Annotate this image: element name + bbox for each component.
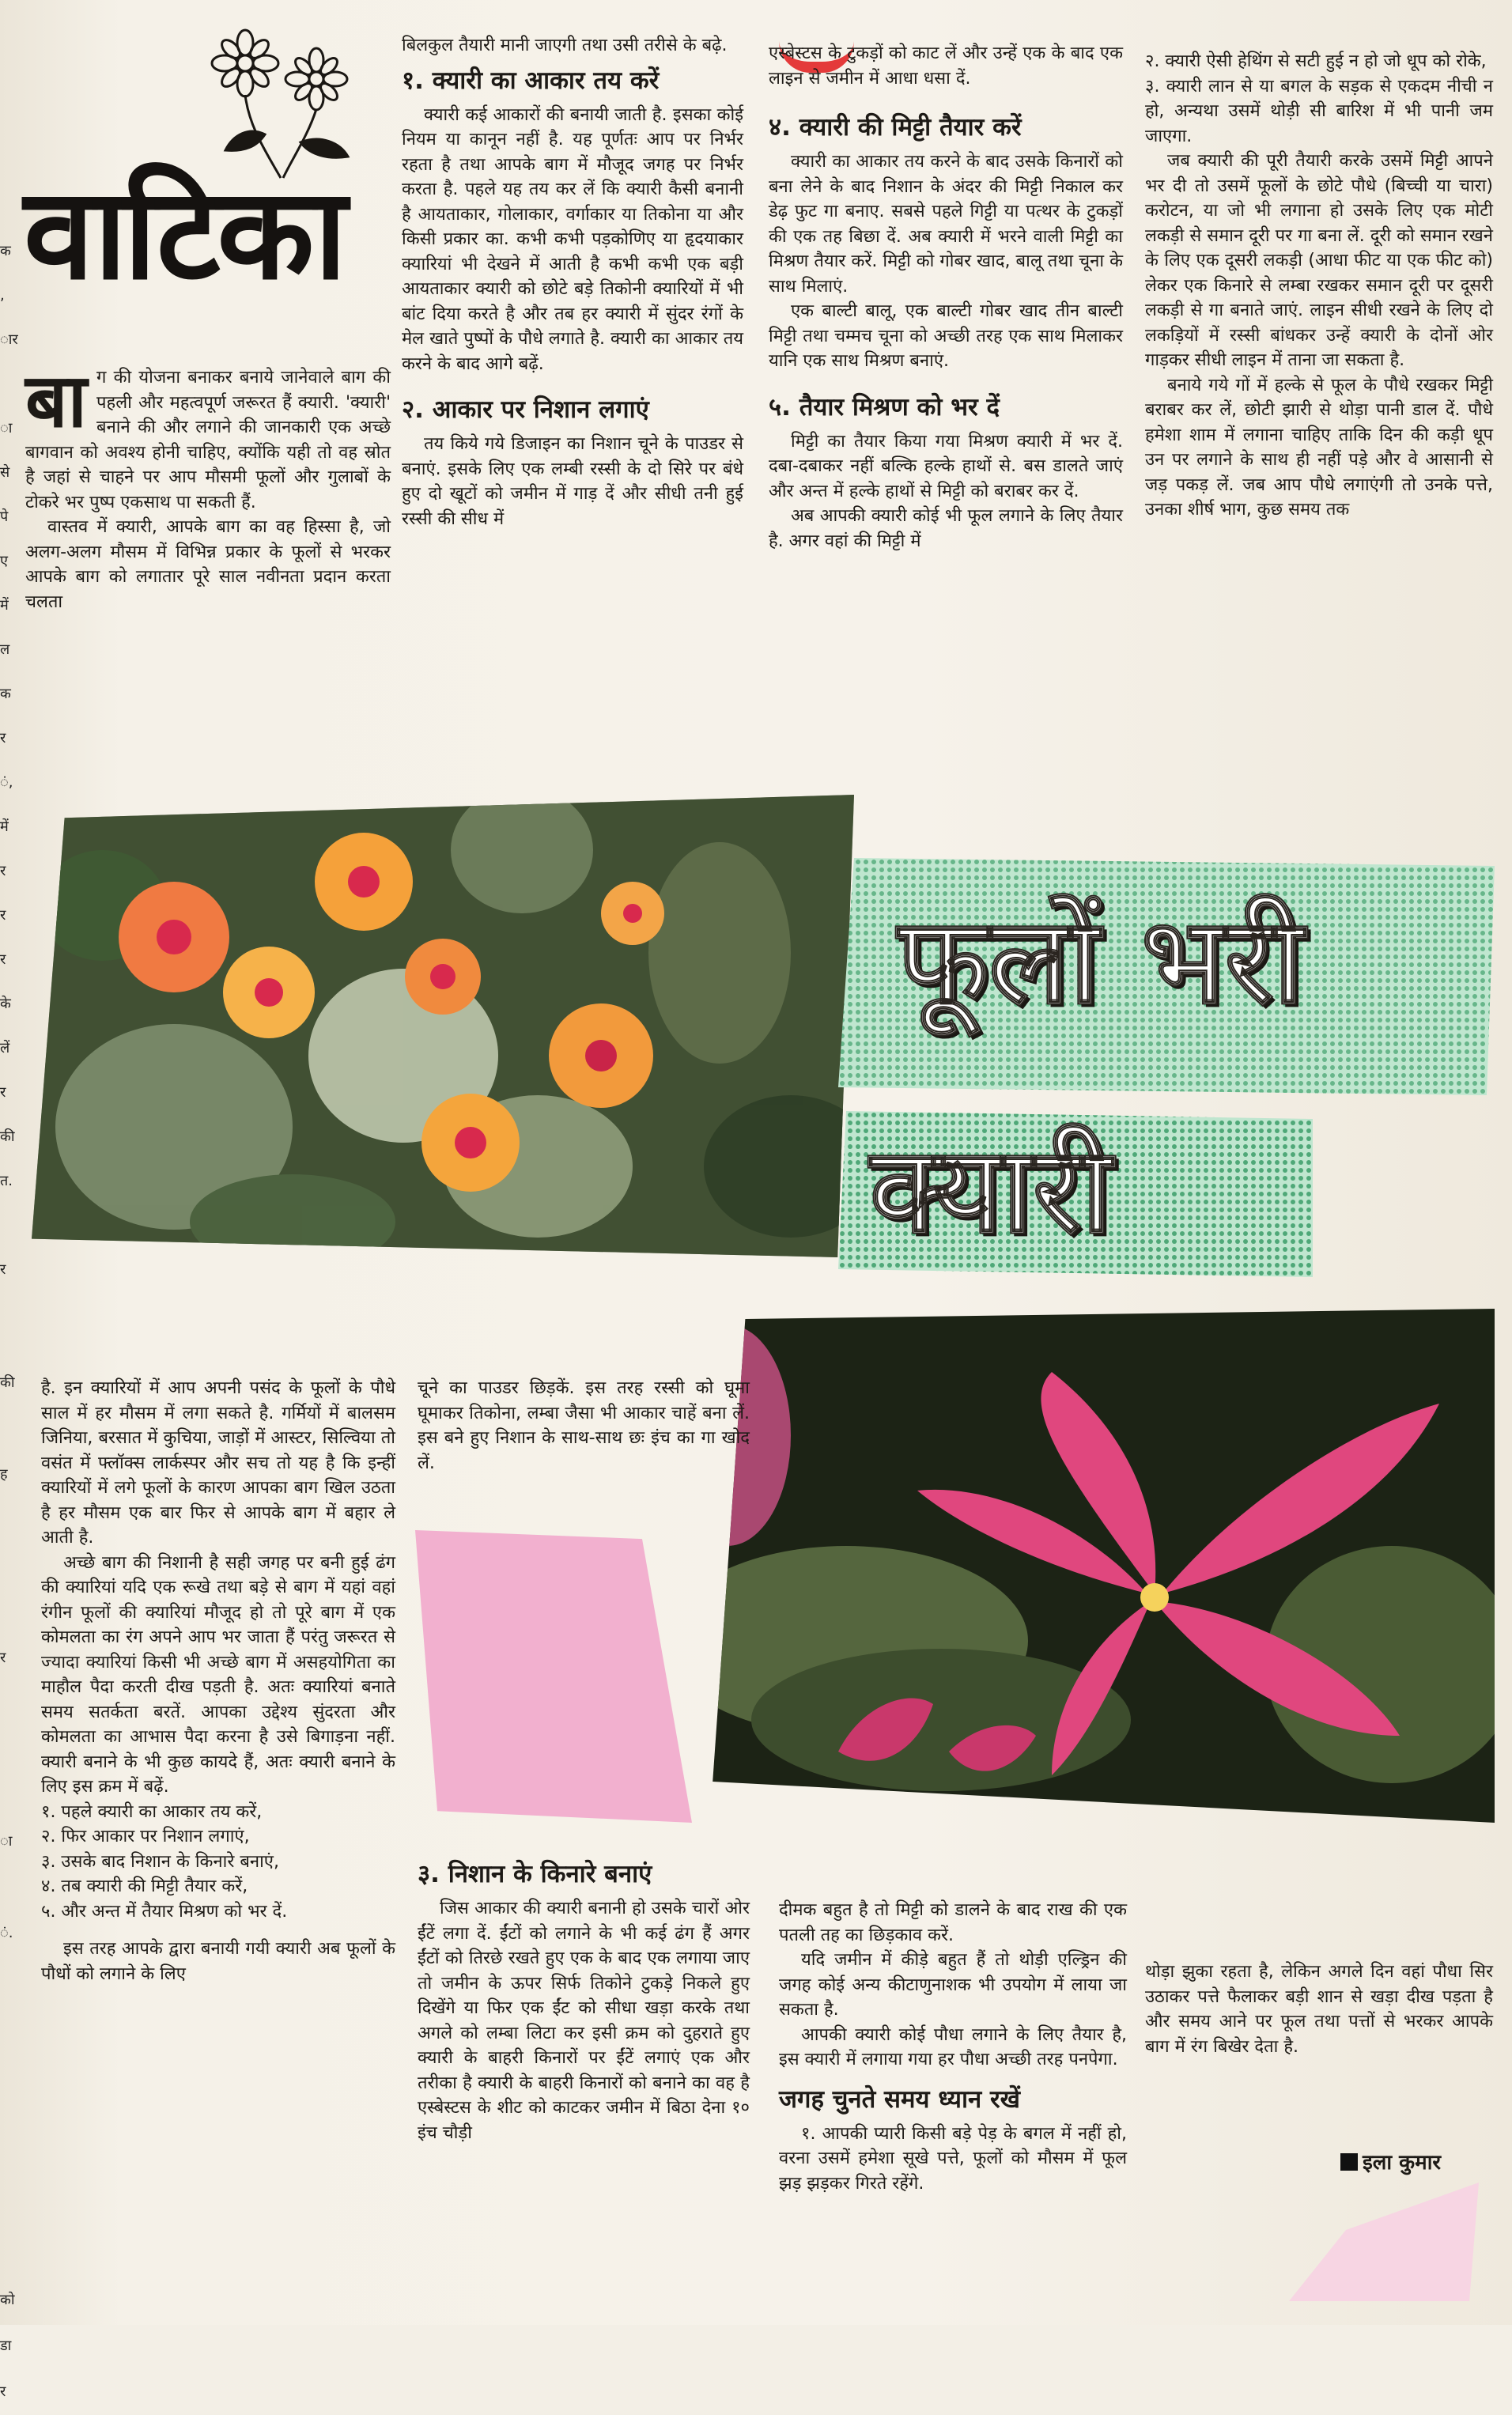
column-3-bottom	[779, 1898, 1127, 2196]
column-1-top	[25, 357, 391, 614]
paragraph: वास्तव में क्यारी, आपके बाग का वह हिस्सा है, जो अलग-अलग मौसम में विभिन्न प्रकार के फूलों से भरकर आपके बाग को लगातार पूरे साल नवीनता प्रदान करता चलता	[25, 517, 391, 612]
edge-text-fragment	[0, 2140, 19, 2186]
edge-text-fragment	[0, 2002, 19, 2048]
edge-text-fragment: र	[0, 1084, 6, 1101]
edge-text-fragment: की	[0, 1128, 15, 1145]
paragraph: बिलकुल तैयारी मानी जाएगी तथा उसी तरीसे के बढ़े.	[402, 36, 728, 55]
section-heading: ४. क्यारी की मिट्टी तैयार करें	[769, 113, 1022, 142]
masthead-logo: वाटिका	[24, 159, 344, 308]
edge-text-fragment: की	[0, 1374, 15, 1391]
paragraph: आपकी क्यारी कोई पौधा लगाने के लिए तैयार है, इस क्यारी में लगाया गया हर पौधा अच्छी तरह पनपेगा.	[779, 2024, 1127, 2069]
edge-text-fragment: र	[0, 951, 6, 968]
paragraph: ३. क्यारी लान से या बगल के सड़क से एकदम नीची न हो, अन्यथा उसमें थोड़ी सी बारिश में भी पानी जम जाएगा.	[1145, 76, 1493, 146]
author-byline	[1340, 2147, 1441, 2175]
paragraph: ग की योजना बनाकर बनाये जानेवाले बाग की पहली और महत्वपूर्ण जरूरत हैं क्यारी. 'क्यारी' बनाने की और लगाने की जानकारी एक अच्छे बागवान को अवश्य होनी चाहिए, क्योंकि यही तो वह स्रोत है जहां से चाहने पर आप मौसमी फूलों और गुलाबों के टोकरे भर पुष्प एकसाथ पा सकती हैं.	[25, 368, 391, 512]
section-heading: १. क्यारी का आकार तय करें	[402, 66, 660, 95]
edge-text-fragment: क	[0, 243, 11, 259]
edge-text-fragment: में	[0, 818, 9, 835]
paragraph: १. आपकी प्यारी किसी बड़े पेड़ के बगल में नहीं हो, वरना उसमें हमेशा सूखे पत्ते, फूलों को मौसम में फूल झड़ झड़कर गिरते रहेंगे.	[779, 2123, 1127, 2194]
edge-text-fragment	[0, 1589, 19, 1635]
edge-text-fragment: त.	[0, 1173, 13, 1189]
column-4-bottom	[1145, 1960, 1493, 2059]
column-2-bottom-lower	[418, 1852, 750, 2145]
author-name: इला कुमार	[1363, 2151, 1442, 2175]
paragraph: चूने का पाउडर छिड़कें. इस तरह रस्सी को घूमा घूमाकर तिकोना, लम्बा जैसा भी आकार चाहें बना लें. इस बने हुए निशान के साथ-साथ छः इंच का गा खोद लें.	[418, 1378, 750, 1473]
paragraph: क्यारी कई आकारों की बनायी जाती है. इसका कोई नियम या कानून नहीं है. यह पूर्णतः आप पर निर्भर रहता है तथा आपके बाग में मौजूद जगह पर निर्भर करता है. पहले यह तय कर लें कि क्यारी कैसी बनानी है आयताकार, गोलाकार, वर्गाकार या तिकोना या और किसी प्रकार का. कभी कभी पड़कोणिए या हृदयाकार क्यारियां भी देखने में आती है कभी कभी एक बड़ी आयताकार क्यारी को छोटे बड़े तिकोनी क्यारियों में भी बांट दिया करते है और तब हर क्यारी में सुंदर रंगों के मेल खाते पुष्पों के पौधे लगाते है. क्यारी का आकार तय करने के बाद आगे बढ़ें.	[402, 104, 743, 374]
edge-text-fragment: ा	[0, 420, 13, 437]
edge-text-fragment	[0, 1406, 19, 1452]
edge-text-fragment: के	[0, 996, 11, 1012]
paragraph: दीमक बहुत है तो मिट्टी को डालने के बाद राख की एक पतली तह का छिड़काव करें.	[779, 1900, 1127, 1945]
paragraph: यदि जमीन में कीड़े बहुत हैं तो थोड़ी एल्ड्रिन की जगह कोई अन्य कीटाणुनाशक भी उपयोग में लाया जा सकता है.	[779, 1950, 1127, 2020]
column-4-top	[1145, 49, 1493, 523]
paragraph: जिस आकार की क्यारी बनानी हो उसके चारों ओर ईंटें लगा दें. ईंटों को लगाने के भी कई ढंग हैं अगर ईंटों को तिरछे रखते हुए एक के बाद एक लगाया जाए तो जमीन के ऊपर सिर्फ तिकोने टुकड़े निकले हुए दिखेंगे या फिर एक ईंट को सीधा खड़ा करके तथा अगले को लम्बा लिटा कर इसी क्रम को दुहराते हुए क्यारी के बाहरी किनारों पर ईंटें लगाएं एक और तरीका है क्यारी के बाहरी किनारों को बनाने का वह है एस्बेस्टस के शीट को काटकर जमीन में बिठा देना १० इंच चौड़ी	[418, 1899, 750, 2143]
edge-text-fragment: को	[0, 2292, 15, 2308]
edge-text-fragment: लें	[0, 1040, 10, 1056]
edge-text-fragment: र	[0, 730, 6, 746]
edge-text-fragment: ं.	[0, 1925, 13, 1941]
edge-text-fragment: ,	[0, 287, 5, 304]
paragraph: तय किये गये डिजाइन का निशान चूने के पाउडर से बनाएं. इसके लिए एक लम्बी रस्सी के दो सिरे पर बंधे हुए दो खूटों को जमीन में गाड़ दें और सीधी तनी हुई रस्सी की सीध में	[402, 434, 743, 529]
paragraph: है. इन क्यारियों में आप अपनी पसंद के फूलों के पौधे साल में हर मौसम में लगा सकते है. गर्मियों में बालसम जिनिया, बरसात में कुचिया, जाड़ों में आस्टर, सिल्विया तो वसंत में फ्लॉक्स लार्कस्पर और सच तो यह है कि इन्हीं क्यारियों में लगे फूलों के कारण आपका बाग खिल उठता है हर मौसम एक बार फिर से आपके बाग में बहार ले आती है.	[41, 1378, 395, 1548]
nasturtium-photo	[32, 795, 854, 1257]
drop-cap: बा	[25, 357, 88, 444]
orchid-photo	[680, 1309, 1495, 1823]
edge-text-fragment	[0, 1773, 19, 1819]
headline-line-2: क्यारी	[870, 1121, 1113, 1260]
edge-text-fragment	[0, 362, 19, 406]
paragraph: इस तरह आपके द्वारा बनायी गयी क्यारी अब फूलों के पौधों को लगाने के लिए	[41, 1939, 395, 1984]
edge-text-fragment: ए	[0, 553, 8, 569]
paragraph: क्यारी का आकार तय करने के बाद उसके किनारों को बना लेने के बाद निशान के अंदर की मिट्टी निकाल कर डेढ़ फुट गा बनाए. सबसे पहले गिट्टी या पत्थर के टुकड़ों की एक तह बिछा दें. अब क्यारी में भरने वाली मिट्टी का मिश्रण तैयार करें. मिट्टी को गोबर खाद, बालू तथा चूना के साथ मिलाएं.	[769, 152, 1123, 297]
edge-text-fragment	[0, 2186, 19, 2232]
steps-list-item: ५. और अन्त में तैयार मिश्रण को भर दें.	[41, 1901, 288, 1922]
edge-text-fragment: ल	[0, 641, 10, 658]
paragraph: थोड़ा झुका रहता है, लेकिन अगले दिन वहां पौधा सिर उठाकर पत्ते फैलाकर बड़ी शान से खड़ा दीख पड़ता है और समय आने पर फूल तथा पत्तों से भरकर आपके बाग में रंग बिखेर देता है.	[1145, 1962, 1493, 2057]
edge-text-fragment: क	[0, 686, 11, 702]
paragraph: एस्बेस्टस के टुकड़ों को काट लें और उन्हें एक के बाद एक लाइन से जमीन में आधा धसा दें.	[769, 43, 1123, 89]
steps-list-item: १. पहले क्यारी का आकार तय करें,	[41, 1801, 263, 1822]
paragraph: अच्छे बाग की निशानी है सही जगह पर बनी हुई ढंग की क्यारियां यदि एक रूखे तथा बड़े से बाग में यहां वहां रंगीन फूलों की क्यारियां मौजूद हो तो पूरे बाग में एक कोमलता का रंग अपने आप भर जाता हैं परंतु जरूरत से ज्यादा क्यारियां किसी भी अच्छे बाग में असहयोगिता का माहौल पैदा करती दीख पड़ती है. अतः क्यारियां बनाते समय सतर्कता बरतें. आपका उद्देश्य सुंदरता और कोमलता का आभास पैदा करना है उसे बिगाड़ना नहीं. क्यारी बनाने के भी कुछ कायदे हैं, अतः क्यारी बनाने के लिए इस क्रम में बढ़ें.	[41, 1552, 395, 1797]
edge-text-fragment	[0, 1865, 19, 1910]
paragraph: बनाये गये गों में हल्के से फूल के पौधे रखकर मिट्टी बराबर कर लें, छोटी झारी से थोड़ा पानी डाल दें. पौधे हमेशा शाम में लगाना चाहिए ताकि दिन की कड़ी धूप उन पर लगाने के साथ ही नहीं पड़े और वे आसानी से जड़ पकड़ लें. जब आप पौधे लगाएंगी तो उनके पत्ते, उनका शीर्ष भाग, कुछ समय तक	[1145, 375, 1493, 520]
decorative-pink-corner	[1289, 2183, 1479, 2301]
column-2-top	[402, 33, 743, 531]
edge-text-fragment	[0, 1956, 19, 2002]
paragraph: एक बाल्टी बालू, एक बाल्टी गोबर खाद तीन बाल्टी मिट्टी तथा चम्मच चूना को अच्छी तरह एक साथ मिलाकर यानि एक साथ मिश्रण बनाएं.	[769, 301, 1123, 371]
column-2-bottom	[418, 1376, 750, 1476]
section-heading: ३. निशान के किनारे बनाएं	[418, 1860, 652, 1888]
edge-text-fragment	[0, 2048, 19, 2094]
edge-text-fragment: र	[0, 1261, 6, 1278]
paragraph: अब आपकी क्यारी कोई भी फूल लगाने के लिए तैयार है. अगर वहां की मिट्टी में	[769, 506, 1123, 551]
paragraph: जब क्यारी की पूरी तैयारी करके उसमें मिट्टी आपने भर दी तो उसमें फूलों के छोटे पौधे (बिच्ची या चारा) करोटन, या जो भी लगाना हो उसके लिए एक मोटी लकड़ी से समान दूरी पर गा बना लें. दूरी को समान रखने के लिए एक दूसरी लकड़ी (आधा फीट या एक फीट को) लेकर एक किनारे से लम्बा रखकर समान दूरी पर दूसरी लकड़ी से गा बनाते जाएं. लाइन सीधी रखने के लिए दो लकड़ियों में रस्सी बांधकर उन्हें क्यारी के दोनों ओर गाड़कर सीधी लाइन में ताना जा सकता है.	[1145, 151, 1493, 370]
edge-text-fragment	[0, 1681, 19, 1727]
edge-text-fragment	[0, 1204, 19, 1248]
headline-line-1: फूलों भरी	[898, 891, 1305, 1030]
edge-text-fragment: में	[0, 597, 9, 614]
edge-text-fragment: डा	[0, 2338, 12, 2354]
edge-text-fragment: ा	[0, 1833, 13, 1850]
edge-text-fragment: र	[0, 1650, 6, 1666]
section-heading: २. आकार पर निशान लगाएं	[402, 395, 649, 424]
paragraph: मिट्टी का तैयार किया गया मिश्रण क्यारी में भर दें. दबा-दबाकर नहीं बल्कि हल्के हाथों से. बस डालते जाएं और अन्त में हल्के हाथों से मिट्टी को बराबर कर दें.	[769, 431, 1123, 501]
section-heading: जगह चुनते समय ध्यान रखें	[779, 2084, 1021, 2114]
section-heading: ५. तैयार मिश्रण को भर दें	[769, 392, 1000, 421]
edge-text-top	[0, 229, 19, 1292]
column-3-top	[769, 41, 1123, 554]
flower-illustration	[190, 16, 380, 182]
decorative-pink-block	[415, 1530, 692, 1823]
steps-list	[41, 1800, 395, 1925]
headline-box	[838, 858, 1495, 1301]
edge-text-fragment	[0, 2232, 19, 2277]
edge-text-fragment	[0, 2094, 19, 2140]
column-1-bottom	[41, 1376, 395, 1986]
edge-text-fragment: ं,	[0, 774, 13, 791]
edge-text-fragment	[0, 1544, 19, 1589]
byline-square-icon	[1340, 2153, 1358, 2171]
edge-text-fragment: से	[0, 464, 10, 481]
edge-text-fragment: र	[0, 863, 6, 879]
edge-text-fragment: ह	[0, 1466, 8, 1483]
edge-text-fragment: पे	[0, 508, 9, 525]
edge-text-fragment: र	[0, 2383, 6, 2400]
steps-list-item: ३. उसके बाद निशान के किनारे बनाएं,	[41, 1851, 279, 1872]
paragraph: २. क्यारी ऐसी हेथिंग से सटी हुई न हो जो धूप को रोके,	[1145, 51, 1487, 71]
steps-list-item: २. फिर आकार पर निशान लगाएं,	[41, 1827, 250, 1846]
edge-text-fragment: र	[0, 907, 6, 924]
edge-text-bottom	[0, 1360, 19, 2415]
edge-text-fragment: ार	[0, 331, 18, 348]
edge-text-fragment	[0, 1727, 19, 1773]
edge-text-fragment	[0, 1498, 19, 1544]
steps-list-item: ४. तब क्यारी की मिट्टी तैयार करें,	[41, 1876, 248, 1896]
